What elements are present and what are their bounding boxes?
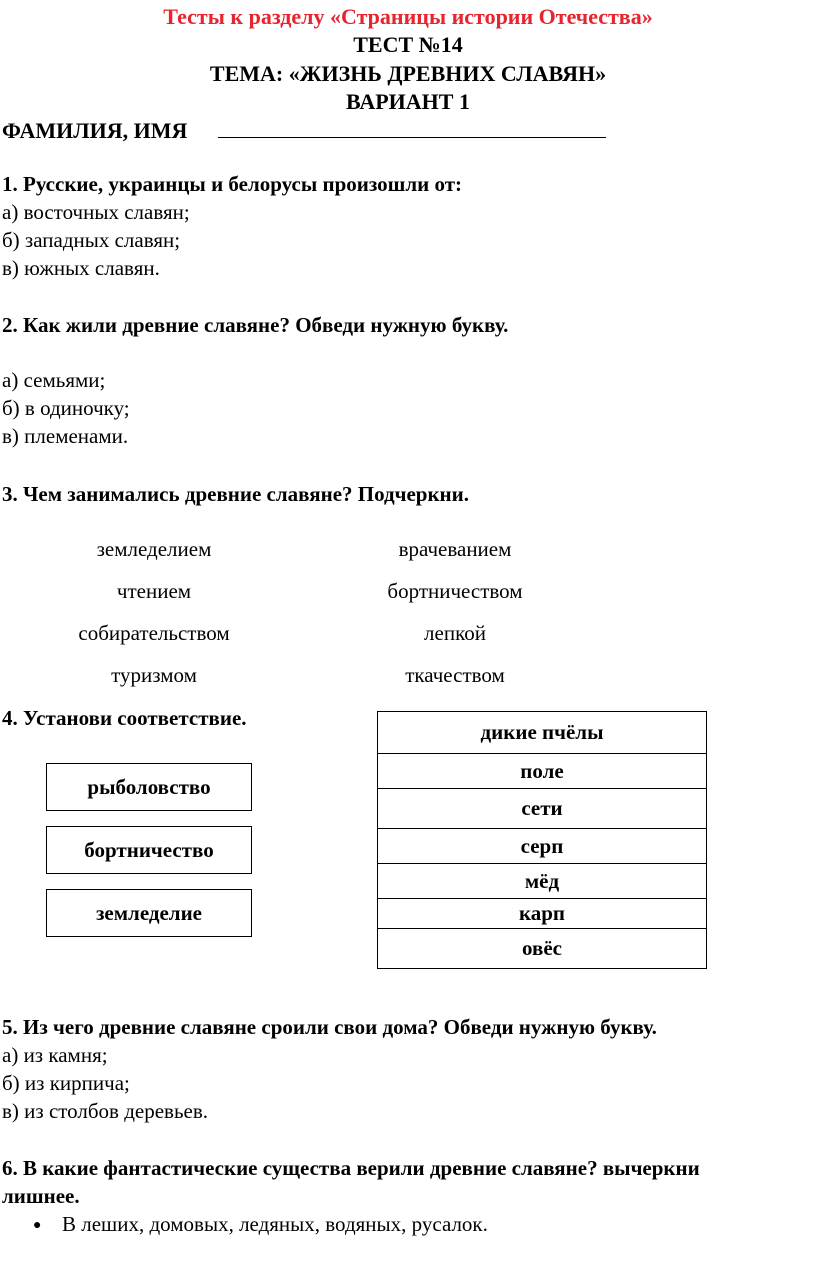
- match-box-beekeeping: бортничество: [46, 826, 252, 874]
- match-cell-7: овёс: [522, 935, 562, 960]
- activity-left-4: туризмом: [111, 663, 197, 687]
- section-title: Тесты к разделу «Страницы истории Отечества»: [163, 4, 653, 29]
- activity-right-3: лепкой: [424, 621, 486, 645]
- match-cell-5: мёд: [378, 864, 706, 899]
- test-number: ТЕСТ №14: [353, 32, 463, 57]
- q1-option-a: а) восточных славян;: [2, 200, 190, 224]
- activity-right-1: врачеванием: [398, 537, 512, 561]
- question-1: 1. Русские, украинцы и белорусы произошли от:: [2, 172, 463, 196]
- q5-option-b: б) из кирпича;: [2, 1071, 130, 1095]
- question-6-line-1: 6. В какие фантастические существа верили древние славяне? вычеркни: [2, 1156, 700, 1180]
- q1-option-b: б) западных славян;: [2, 228, 181, 252]
- q6-item: В леших, домовых, ледяных, водяных, русалок.: [62, 1212, 488, 1236]
- q2-option-b: б) в одиночку;: [2, 396, 130, 420]
- activity-left-2: чтением: [116, 579, 192, 603]
- match-box-farming: земледелие: [46, 889, 252, 937]
- match-cell-3: сети: [378, 789, 706, 829]
- variant-title: ВАРИАНТ 1: [346, 89, 470, 114]
- question-4: 4. Установи соответствие.: [2, 706, 247, 730]
- match-cell-4: серп: [378, 829, 706, 864]
- topic-title: ТЕМА: «ЖИЗНЬ ДРЕВНИХ СЛАВЯН»: [209, 61, 607, 86]
- q1-option-c: в) южных славян.: [2, 256, 160, 280]
- q5-option-c: в) из столбов деревьев.: [2, 1099, 209, 1123]
- question-6-line-2: лишнее.: [2, 1184, 80, 1208]
- match-table: [377, 711, 707, 969]
- bullet-icon: ●: [33, 1218, 42, 1233]
- activity-left-1: земледелием: [96, 537, 212, 561]
- match-cell-1: дикие пчёлы: [378, 712, 706, 754]
- q2-option-c: в) племенами.: [2, 424, 129, 448]
- activity-right-4: ткачеством: [405, 663, 505, 687]
- question-5: 5. Из чего древние славяне сроили свои дома? Обведи нужную букву.: [2, 1015, 657, 1039]
- q2-option-a: а) семьями;: [2, 368, 106, 392]
- match-cell-2: поле: [378, 754, 706, 789]
- name-fill-line[interactable]: [218, 115, 606, 138]
- activity-left-3: собирательством: [78, 621, 230, 645]
- question-3: 3. Чем занимались древние славяне? Подчеркни.: [2, 482, 470, 506]
- question-2: 2. Как жили древние славяне? Обведи нужную букву.: [2, 313, 509, 337]
- match-cell-6: карп: [378, 899, 706, 929]
- activity-right-2: бортничеством: [387, 579, 523, 603]
- q5-option-a: а) из камня;: [2, 1043, 108, 1067]
- match-box-fishing: рыболовство: [46, 763, 252, 811]
- name-label: ФАМИЛИЯ, ИМЯ: [2, 118, 188, 143]
